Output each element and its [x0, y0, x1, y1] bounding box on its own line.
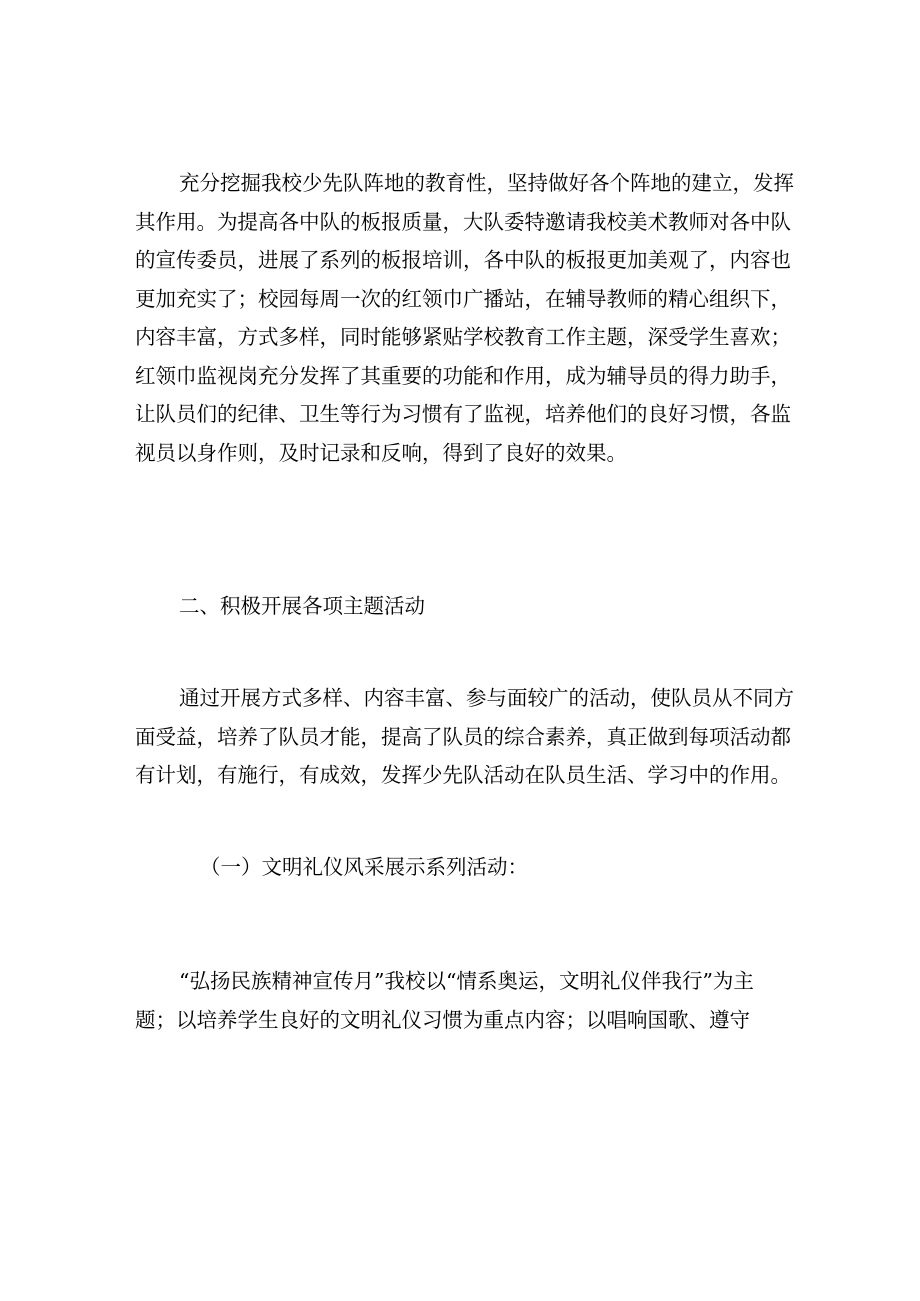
paragraph-line: 其作用。为提高各中队的板报质量，大队委特邀请我校美术教师对各中队	[135, 209, 791, 234]
paragraph-activities-overview	[135, 679, 795, 795]
paragraph-pioneer-positions	[135, 164, 795, 472]
section-heading: 二、积极开展各项主题活动	[179, 594, 425, 618]
paragraph-line: 让队员们的纪律、卫生等行为习惯有了监视，培养他们的良好习惯，各监	[135, 402, 791, 426]
subsection-heading: （一）文明礼仪风采展示系列活动：	[200, 855, 528, 879]
section-heading-themed-activities	[135, 587, 795, 626]
paragraph-line: “弘扬民族精神宣传月”我校以“情系奥运，文明礼仪伴我行”为主	[179, 969, 754, 993]
paragraph-line: 更加充实了；校园每周一次的红领巾广播站，在辅导教师的精心组织下，	[135, 286, 791, 311]
paragraph-line: 充分挖掘我校少先队阵地的教育性，坚持做好各个阵地的建立，发挥	[179, 171, 794, 195]
paragraph-line: 的宣传委员，进展了系列的板报培训，各中队的板报更加美观了，内容也	[135, 248, 791, 272]
paragraph-line: 通过开展方式多样、内容丰富、参与面较广的活动，使队员从不同方	[179, 686, 794, 710]
subheading-etiquette-activities	[135, 848, 795, 887]
paragraph-line: 题；以培养学生良好的文明礼仪习惯为重点内容；以唱响国歌、遵守	[135, 1007, 750, 1032]
paragraph-line: 视员以身作则，及时记录和反响，得到了良好的效果。	[135, 440, 627, 465]
paragraph-line: 有计划，有施行，有成效，发挥少先队活动在队员生活、学习中的作用。	[135, 763, 791, 787]
paragraph-line: 红领巾监视岗充分发挥了其重要的功能和作用，成为辅导员的得力助手，	[135, 363, 791, 388]
paragraph-line: 面受益，培养了队员才能，提高了队员的综合素养，真正做到每项活动都	[135, 724, 791, 749]
paragraph-national-spirit-month	[135, 962, 795, 1039]
paragraph-line: 内容丰富，方式多样，同时能够紧贴学校教育工作主题，深受学生喜欢；	[135, 325, 791, 349]
